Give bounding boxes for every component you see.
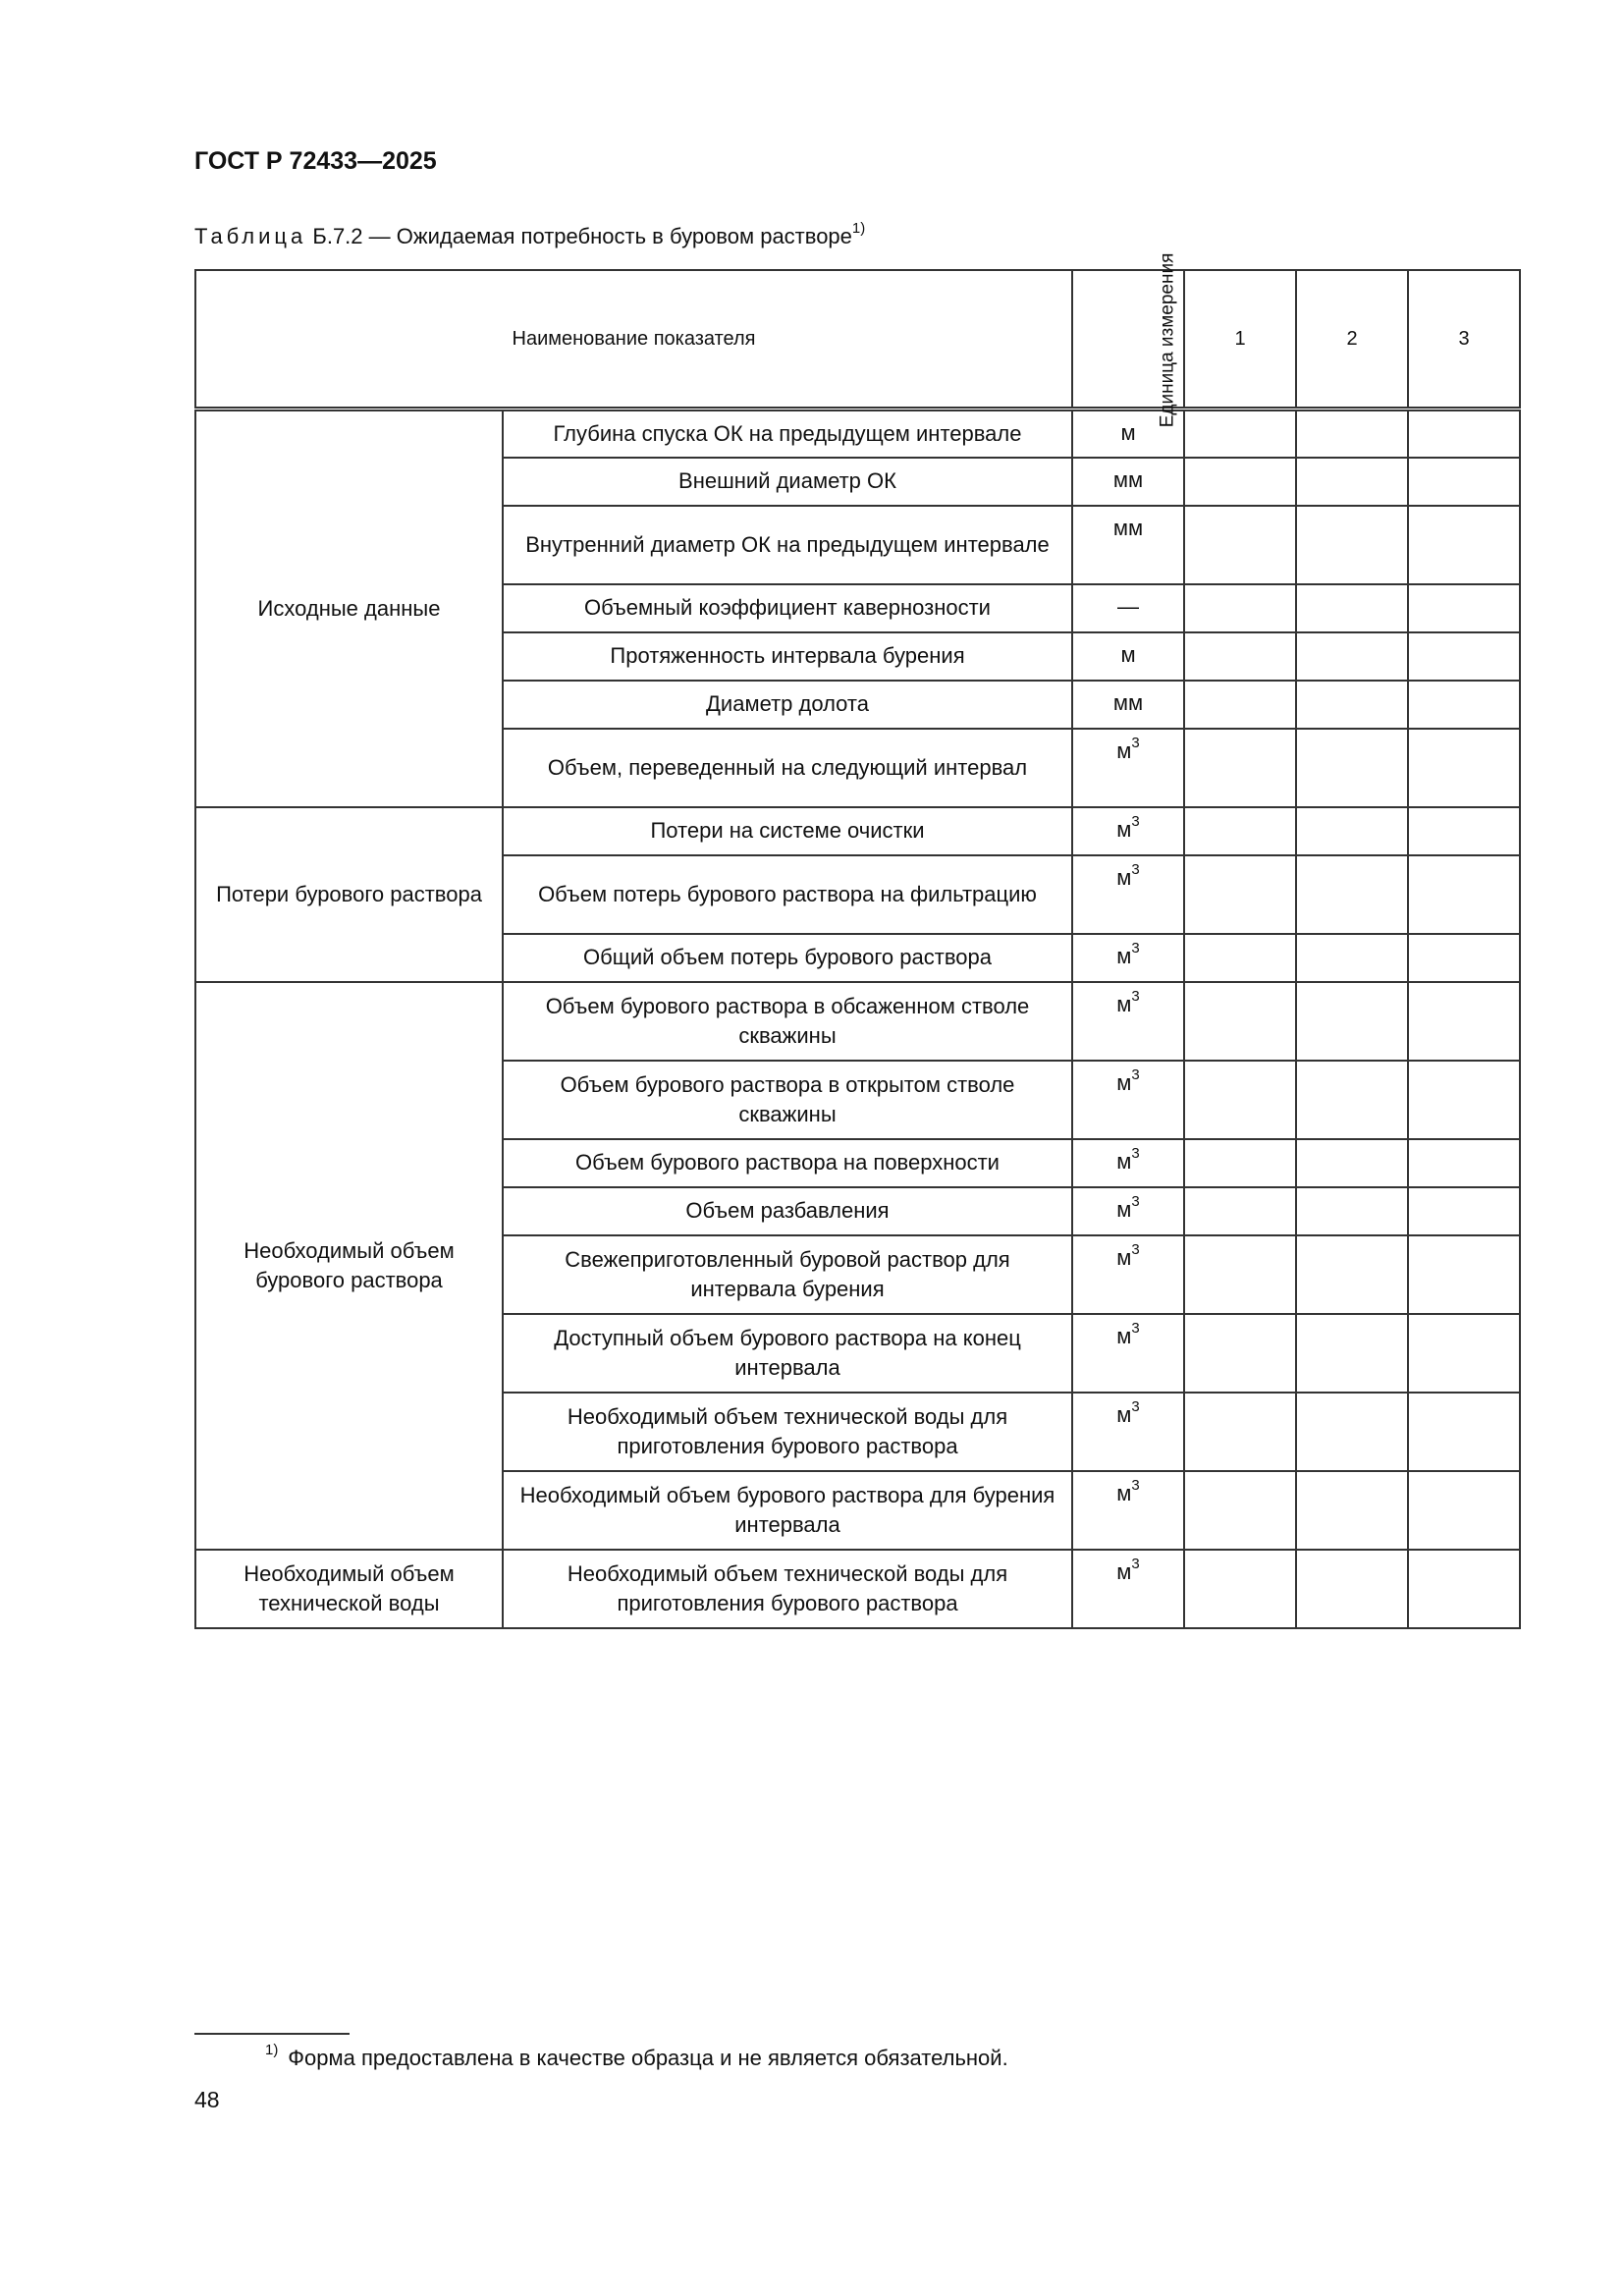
section-label: Необходимый объем технической воды [195,1550,503,1628]
value-cell-2 [1296,1187,1408,1235]
value-cell-2 [1296,632,1408,681]
footnote [265,2042,1008,2071]
indicator-name: Объем бурового раствора в открытом стволе скважины [503,1061,1072,1139]
section-label: Исходные данные [195,410,503,807]
value-cell-2 [1296,410,1408,458]
value-cell-1 [1184,1393,1296,1471]
indicator-name: Внешний диаметр ОК [503,458,1072,506]
value-cell-3 [1408,681,1520,729]
value-cell-1 [1184,1139,1296,1187]
value-cell-2 [1296,1235,1408,1314]
value-cell-3 [1408,729,1520,807]
value-cell-2 [1296,681,1408,729]
footnote-mark: 1) [265,2042,279,2059]
value-cell-3 [1408,855,1520,934]
value-cell-3 [1408,458,1520,506]
value-cell-3 [1408,410,1520,458]
unit-cell [1072,1187,1184,1235]
header-col-1: 1 [1184,270,1296,410]
unit-exponent: 3 [1131,1066,1140,1083]
page-number: 48 [194,2087,220,2112]
unit-cell [1072,1139,1184,1187]
unit-exponent: 3 [1131,860,1140,878]
unit-exponent: 3 [1131,1144,1140,1162]
unit-exponent: 3 [1131,1476,1140,1494]
value-cell-3 [1408,934,1520,982]
unit-text: м [1116,816,1132,842]
footnote-text: Форма предоставлена в качестве образца и не является обязательной. [288,2046,1008,2070]
unit-text: м [1116,1558,1132,1584]
unit-exponent: 3 [1131,812,1140,830]
unit-cell [1072,807,1184,855]
unit-cell [1072,458,1184,506]
indicator-name: Глубина спуска ОК на предыдущем интервале [503,410,1072,458]
value-cell-2 [1296,458,1408,506]
caption-footnote-mark: 1) [851,220,866,238]
unit-cell [1072,632,1184,681]
unit-cell [1072,934,1184,982]
table-row [195,410,1520,458]
value-cell-3 [1408,1061,1520,1139]
unit-exponent: 3 [1131,1319,1140,1337]
value-cell-1 [1184,681,1296,729]
table-body [195,410,1520,1628]
value-cell-1 [1184,729,1296,807]
indicator-name: Необходимый объем технической воды для приготовления бурового раствора [503,1550,1072,1628]
unit-exponent: 3 [1131,987,1140,1005]
footnote-divider [194,2033,350,2035]
unit-text: — [1117,593,1139,619]
header-unit [1072,252,1184,427]
indicator-name: Объемный коэффициент кавернозности [503,584,1072,632]
unit-exponent: 3 [1131,734,1140,751]
unit-cell [1072,1235,1184,1314]
indicator-name: Диаметр долота [503,681,1072,729]
unit-exponent: 3 [1131,1555,1140,1572]
value-cell-3 [1408,1471,1520,1550]
indicator-name: Объем, переведенный на следующий интервал [503,729,1072,807]
unit-exponent: 3 [1131,1397,1140,1415]
unit-text: м [1116,943,1132,968]
indicator-name: Свежеприготовленный буровой раствор для интервала бурения [503,1235,1072,1314]
value-cell-3 [1408,632,1520,681]
value-cell-1 [1184,934,1296,982]
unit-cell [1072,1393,1184,1471]
value-cell-1 [1184,1187,1296,1235]
header-col-2: 2 [1296,270,1408,410]
header-unit-label: Единица измерения [1157,252,1178,427]
unit-text: м [1116,1401,1132,1427]
unit-text: м [1116,864,1132,890]
unit-cell [1072,1471,1184,1550]
unit-text: мм [1112,515,1144,540]
value-cell-1 [1184,1314,1296,1393]
value-cell-2 [1296,729,1408,807]
unit-cell [1072,584,1184,632]
value-cell-3 [1408,982,1520,1061]
value-cell-2 [1296,1471,1408,1550]
value-cell-3 [1408,1550,1520,1628]
indicator-name: Необходимый объем технической воды для приготовления бурового раствора [503,1393,1072,1471]
table-caption [194,220,866,249]
unit-cell [1072,729,1184,807]
caption-text: Б.7.2 — Ожидаемая потребность в буровом растворе [312,224,852,248]
unit-text: м [1116,1480,1132,1505]
unit-text: м [1116,1069,1132,1095]
unit-text: м [1116,1196,1132,1222]
value-cell-3 [1408,807,1520,855]
unit-cell [1072,1550,1184,1628]
value-cell-2 [1296,1139,1408,1187]
unit-text: м [1116,1244,1132,1270]
header-indicator-name: Наименование показателя [195,270,1072,410]
value-cell-2 [1296,506,1408,584]
indicator-name: Необходимый объем бурового раствора для бурения интервала [503,1471,1072,1550]
value-cell-1 [1184,1550,1296,1628]
value-cell-3 [1408,1235,1520,1314]
value-cell-1 [1184,807,1296,855]
value-cell-1 [1184,584,1296,632]
value-cell-1 [1184,1235,1296,1314]
unit-cell [1072,982,1184,1061]
value-cell-1 [1184,1471,1296,1550]
unit-text: м [1120,420,1136,445]
value-cell-2 [1296,1314,1408,1393]
value-cell-3 [1408,1139,1520,1187]
section-label: Потери бурового раствора [195,807,503,982]
unit-text: м [1116,738,1132,763]
unit-cell [1072,1314,1184,1393]
indicator-name: Потери на системе очистки [503,807,1072,855]
indicator-name: Общий объем потерь бурового раствора [503,934,1072,982]
unit-exponent: 3 [1131,939,1140,957]
section-label: Необходимый объем бурового раствора [195,982,503,1550]
unit-exponent: 3 [1131,1240,1140,1258]
unit-exponent: 3 [1131,1192,1140,1210]
value-cell-1 [1184,410,1296,458]
value-cell-1 [1184,1061,1296,1139]
table-header-row [195,270,1520,410]
document-code: ГОСТ Р 72433—2025 [194,147,437,175]
unit-text: м [1120,641,1136,667]
indicator-name: Объем бурового раствора в обсаженном стволе скважины [503,982,1072,1061]
value-cell-2 [1296,807,1408,855]
table-row [195,807,1520,855]
unit-text: м [1116,1148,1132,1174]
value-cell-3 [1408,1393,1520,1471]
table-row [195,982,1520,1061]
value-cell-2 [1296,1061,1408,1139]
unit-text: м [1116,991,1132,1016]
table-row [195,1550,1520,1628]
unit-text: м [1116,1323,1132,1348]
unit-cell [1072,1061,1184,1139]
caption-prefix: Таблица [194,224,307,248]
header-col-3: 3 [1408,270,1520,410]
indicator-name: Объем потерь бурового раствора на фильтрацию [503,855,1072,934]
indicator-name: Внутренний диаметр ОК на предыдущем интервале [503,506,1072,584]
demand-table [194,252,1521,1629]
value-cell-2 [1296,934,1408,982]
unit-text: мм [1112,689,1144,715]
value-cell-1 [1184,506,1296,584]
value-cell-2 [1296,1393,1408,1471]
unit-text: мм [1112,466,1144,492]
value-cell-2 [1296,982,1408,1061]
value-cell-1 [1184,982,1296,1061]
value-cell-3 [1408,1187,1520,1235]
value-cell-3 [1408,584,1520,632]
value-cell-1 [1184,458,1296,506]
value-cell-3 [1408,1314,1520,1393]
unit-cell [1072,681,1184,729]
indicator-name: Объем бурового раствора на поверхности [503,1139,1072,1187]
indicator-name: Протяженность интервала бурения [503,632,1072,681]
indicator-name: Объем разбавления [503,1187,1072,1235]
value-cell-2 [1296,1550,1408,1628]
unit-cell [1072,855,1184,934]
value-cell-2 [1296,855,1408,934]
value-cell-1 [1184,632,1296,681]
value-cell-1 [1184,855,1296,934]
unit-cell [1072,506,1184,584]
value-cell-2 [1296,584,1408,632]
indicator-name: Доступный объем бурового раствора на конец интервала [503,1314,1072,1393]
value-cell-3 [1408,506,1520,584]
